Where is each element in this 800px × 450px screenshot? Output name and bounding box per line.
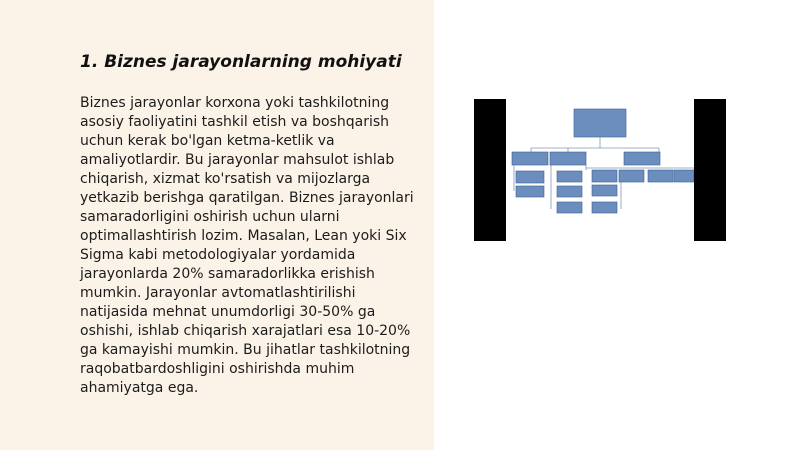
chart-box-sub [674,170,694,182]
slide-title: 1. Biznes jarayonlarning mohiyati [80,52,402,72]
chart-box-sub [557,186,582,197]
right-black-bar [694,99,726,241]
chart-box-sub [557,171,582,182]
chart-box-sub [557,202,582,213]
org-chart-image [474,99,726,241]
chart-box-sub [592,202,617,213]
chart-box-sub [648,170,673,182]
left-black-bar [474,99,506,241]
chart-box-dept-1 [512,152,548,165]
chart-box-sub [592,170,617,182]
chart-box-root [574,109,626,137]
org-chart-diagram [506,99,694,241]
chart-box-dept-3 [624,152,660,165]
slide-body-text: Biznes jarayonlar korxona yoki tashkilotning asosiy faoliyatini tashkil etish va boshqarish uchun kerak bo'lgan ketma-ketlik va amaliyotlardir. Bu jarayonlar mahsulot ishlab chiqarish, xizmat ko'rsatish va mijozlarga yetkazib berishga qaratilgan. Biznes jarayonlari samaradorligini oshirish uchun ularni optimallashtirish lozim. Masalan, Lean yoki Six Sigma kabi metodologiyalar yordamida jarayonlarda 20% samaradorlikka erishish mumkin. Jarayonlar avtomatlashtirilishi natijasida mehnat unumdorligi 30-50% ga oshishi, ishlab chiqarish xarajatlari esa 10-20% ga kamayishi mumkin. Bu jihatlar tashkilotning raqobatbardoshligini oshirishda muhim ahamiyatga ega. [80,95,414,396]
chart-box-sub [619,170,644,182]
chart-box-sub [516,186,544,197]
chart-box-dept-2 [550,152,586,165]
chart-box-sub [516,171,544,183]
chart-box-sub [592,185,617,196]
